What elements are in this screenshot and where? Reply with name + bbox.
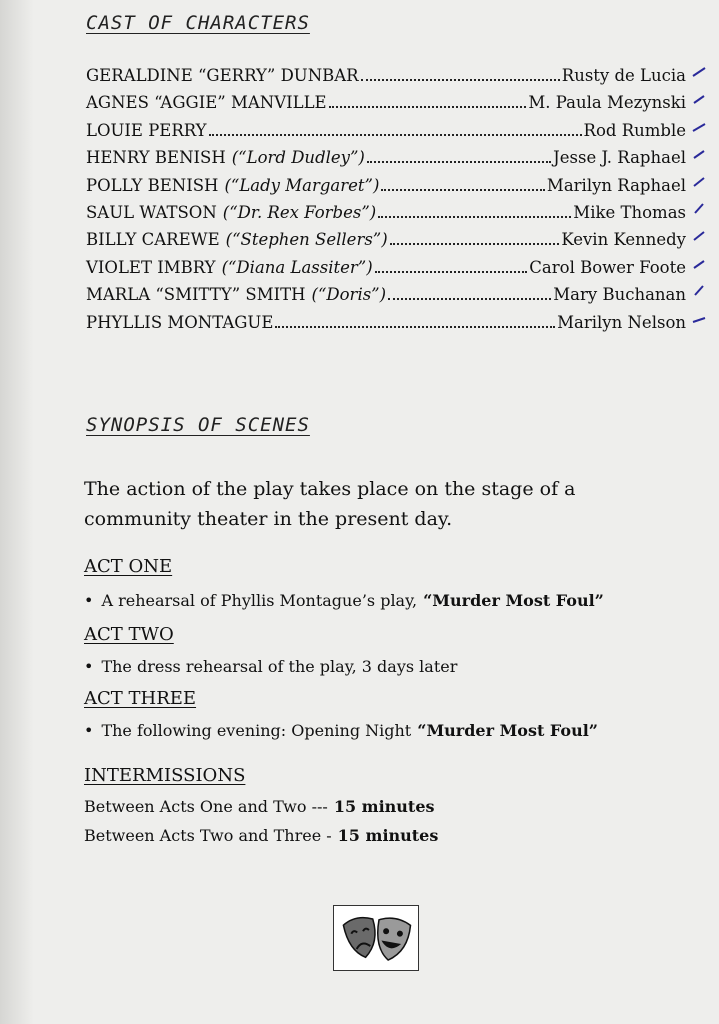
- intermission-label: Between Acts One and Two ---: [84, 797, 328, 816]
- dot-leader: [209, 134, 582, 136]
- checkmark-icon: [692, 93, 706, 109]
- checkmark-icon: [692, 121, 706, 137]
- checkmark-icon: [692, 66, 706, 82]
- act-three-description: [84, 721, 598, 740]
- checkmark-icon: [692, 258, 706, 274]
- actor-name: Marilyn Raphael: [546, 175, 686, 195]
- intermission-duration: 15 minutes: [333, 797, 435, 816]
- cast-row: [86, 121, 686, 148]
- intermission-line: [84, 797, 435, 816]
- character-name: SAUL WATSON: [86, 202, 217, 222]
- checkmark-icon: [692, 313, 706, 329]
- character-alias: (“Lord Dudley”): [231, 148, 365, 168]
- actor-name: Rod Rumble: [583, 120, 686, 140]
- comedy-tragedy-masks-icon: [333, 905, 419, 971]
- intermission-label: Between Acts Two and Three -: [84, 826, 332, 845]
- checkmark-icon: [692, 148, 706, 164]
- cast-row: [86, 148, 686, 175]
- cast-list: [86, 66, 686, 340]
- character-alias: (“Doris”): [311, 285, 387, 305]
- dot-leader: [361, 79, 560, 81]
- checkmark-icon: [692, 230, 706, 246]
- play-title: “Murder Most Foul”: [423, 591, 604, 610]
- dot-leader: [275, 326, 555, 328]
- character-name: PHYLLIS MONTAGUE: [86, 312, 274, 332]
- synopsis-of-scenes-heading: SYNOPSIS OF SCENES: [86, 414, 310, 436]
- cast-row: [86, 93, 686, 120]
- act-one-heading: ACT ONE: [84, 556, 173, 577]
- act-two-heading: ACT TWO: [84, 624, 174, 645]
- dot-leader: [329, 106, 527, 108]
- intermission-duration: 15 minutes: [337, 826, 439, 845]
- dot-leader: [381, 189, 544, 191]
- cast-row: [86, 313, 686, 340]
- actor-name: Marilyn Nelson: [557, 312, 686, 332]
- act-description-text: The following evening: Opening Night: [101, 721, 412, 740]
- dot-leader: [367, 161, 551, 163]
- page-edge-shadow: [0, 0, 34, 1024]
- cast-row: [86, 203, 686, 230]
- cast-row: [86, 285, 686, 312]
- character-name: BILLY CAREWE: [86, 230, 220, 250]
- synopsis-text: The action of the play takes place on the stage of a community theater in the present day.: [84, 478, 576, 530]
- dot-leader: [375, 271, 528, 273]
- character-name: HENRY BENISH: [86, 148, 226, 168]
- actor-name: Jesse J. Raphael: [553, 148, 686, 168]
- bullet-icon: •: [84, 591, 94, 610]
- cast-row: [86, 258, 686, 285]
- act-two-description: [84, 657, 457, 676]
- actor-name: Carol Bower Foote: [529, 257, 686, 277]
- actor-name: Mike Thomas: [573, 202, 686, 222]
- cast-row: [86, 176, 686, 203]
- character-name: POLLY BENISH: [86, 175, 219, 195]
- character-alias: (“Stephen Sellers”): [225, 230, 388, 250]
- actor-name: M. Paula Mezynski: [528, 93, 686, 113]
- checkmark-icon: [692, 285, 706, 301]
- character-name: VIOLET IMBRY: [86, 257, 216, 277]
- act-description-text: The dress rehearsal of the play, 3 days later: [101, 657, 458, 676]
- act-three-heading: ACT THREE: [84, 688, 197, 709]
- dot-leader: [390, 243, 560, 245]
- character-name: AGNES “AGGIE” MANVILLE: [86, 93, 327, 113]
- cast-row: [86, 230, 686, 257]
- checkmark-icon: [692, 176, 706, 192]
- bullet-icon: •: [84, 721, 94, 740]
- character-alias: (“Dr. Rex Forbes”): [222, 202, 377, 222]
- actor-name: Rusty de Lucia: [561, 66, 686, 85]
- intermission-line: [84, 826, 438, 845]
- cast-row: [86, 66, 686, 93]
- bullet-icon: •: [84, 657, 94, 676]
- act-description-text: A rehearsal of Phyllis Montague’s play,: [101, 591, 418, 610]
- intermissions-heading: INTERMISSIONS: [84, 765, 246, 786]
- cast-of-characters-heading: CAST OF CHARACTERS: [86, 12, 310, 34]
- actor-name: Mary Buchanan: [553, 285, 686, 305]
- character-name: GERALDINE “GERRY” DUNBAR: [86, 66, 359, 85]
- checkmark-icon: [692, 203, 706, 219]
- act-one-description: [84, 591, 604, 610]
- play-title: “Murder Most Foul”: [417, 721, 598, 740]
- character-alias: (“Lady Margaret”): [224, 175, 380, 195]
- actor-name: Kevin Kennedy: [561, 230, 686, 250]
- character-alias: (“Diana Lassiter”): [221, 257, 373, 277]
- dot-leader: [388, 298, 551, 300]
- character-name: LOUIE PERRY: [86, 120, 207, 140]
- dot-leader: [378, 216, 571, 218]
- character-name: MARLA “SMITTY” SMITH: [86, 285, 306, 305]
